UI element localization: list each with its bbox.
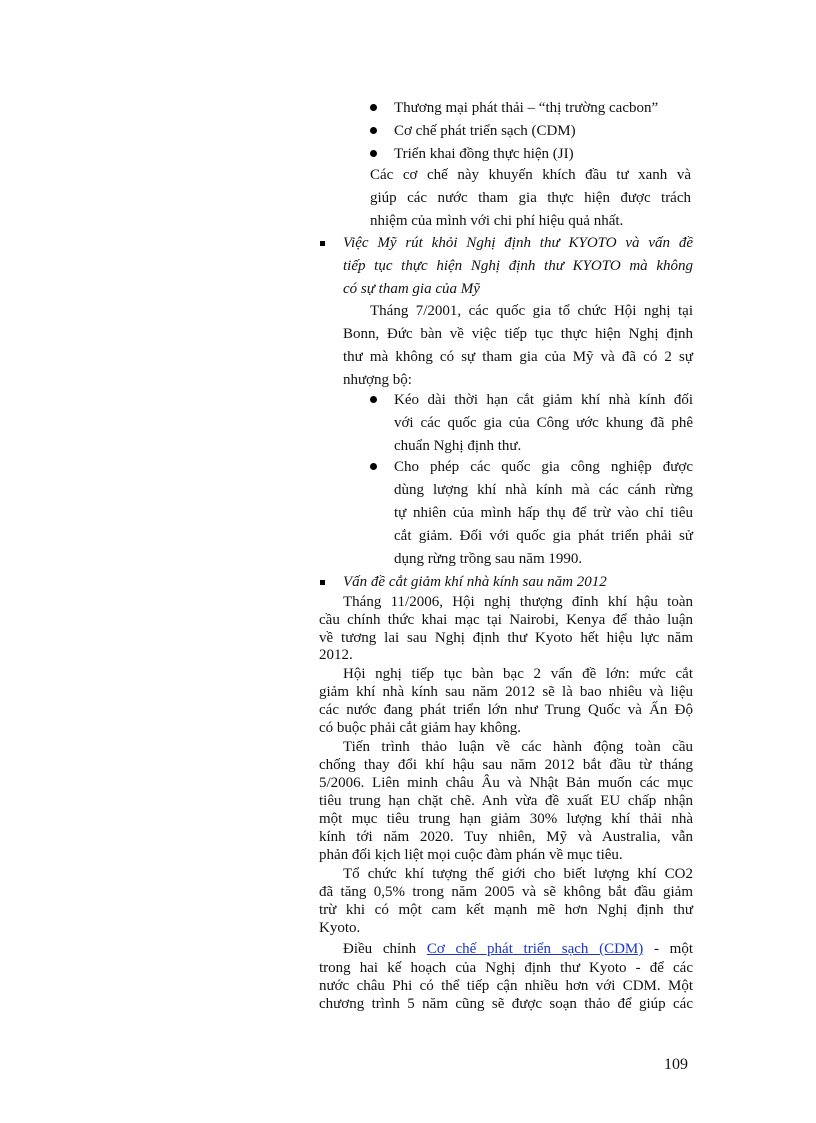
paragraph-line: cầu chính thức khai mạc tại Nairobi, Kenya để thảo luận [319, 612, 693, 628]
bullet-square-icon [320, 580, 325, 585]
section-heading: có sự tham gia của Mỹ [343, 281, 480, 297]
paragraph-line [343, 940, 693, 958]
paragraph-line: nhiệm của mình với chi phí hiệu quả nhất. [370, 213, 624, 229]
list-item: Triển khai đồng thực hiện (JI) [394, 146, 574, 162]
paragraph-line: trong hai kế hoạch của Nghị định thư Kyoto - để các [319, 960, 693, 976]
cdm-link[interactable]: Cơ chế phát triển sạch (CDM) [426, 941, 644, 957]
paragraph-line: Hội nghị tiếp tục bàn bạc 2 vấn đề lớn: mức cắt [343, 666, 693, 682]
bullet-dot-icon [370, 104, 377, 111]
list-item: với các quốc gia của Công ước khung đã phê [394, 415, 693, 431]
list-item: chuẩn Nghị định thư. [394, 438, 522, 454]
list-item: dụng rừng trồng sau năm 1990. [394, 551, 583, 567]
bullet-dot-icon [370, 150, 377, 157]
paragraph-line: giảm khí nhà kính sau năm 2012 sẽ là bao nhiêu và liệu [319, 684, 693, 700]
paragraph-line: Tháng 7/2001, các quốc gia tổ chức Hội nghị tại [370, 303, 693, 319]
section-heading: Vấn đề cắt giảm khí nhà kính sau năm 2012 [343, 574, 607, 590]
paragraph-line: có buộc phải cắt giảm hay không. [319, 720, 522, 736]
list-item: Cho phép các quốc gia công nghiệp được [394, 459, 693, 475]
paragraph-line: giúp các nước tham gia thực hiện được trách [370, 190, 691, 206]
list-item: dùng lượng khí nhà kính mà các cánh rừng [394, 482, 693, 498]
paragraph-line: đã tăng 0,5% trong năm 2005 và sẽ không bắt đầu giảm [319, 884, 693, 900]
paragraph-line: Các cơ chế này khuyến khích đầu tư xanh và [370, 167, 691, 183]
paragraph-line: tiêu trung hạn chặt chẽ. Anh vừa đề xuất EU chấp nhận [319, 793, 693, 809]
bullet-dot-icon [370, 127, 377, 134]
paragraph-line: nhượng bộ: [343, 372, 412, 388]
bullet-dot-icon [370, 463, 377, 470]
paragraph-line: kính tới năm 2020. Tuy nhiên, Mỹ và Australia, vẫn [319, 829, 693, 845]
paragraph-line: trừ khi có một cam kết mạnh mẽ hơn Nghị định thư [319, 902, 693, 918]
bullet-square-icon [320, 241, 325, 246]
bullet-dot-icon [370, 396, 377, 403]
paragraph-line: nước châu Phi có thể tiếp cận nhiều hơn với CDM. Một [319, 978, 693, 994]
page-number: 109 [664, 1056, 688, 1073]
paragraph-line: Tiến trình thảo luận về các hành động toàn cầu [343, 739, 693, 755]
paragraph-line: Tổ chức khí tượng thế giới cho biết lượng khí CO2 [343, 866, 693, 882]
paragraph-line: phản đối kịch liệt mọi cuộc đàm phán về mục tiêu. [319, 847, 623, 863]
paragraph-line: các nước đang phát triển lớn như Trung Quốc và Ấn Độ [319, 702, 693, 718]
list-item: cắt giảm. Đối với quốc gia phát triển phải sử [394, 528, 693, 544]
paragraph-line: 2012. [319, 647, 353, 663]
paragraph-line: Kyoto. [319, 920, 361, 936]
list-item: Cơ chế phát triển sạch (CDM) [394, 123, 576, 139]
section-heading: tiếp tục thực hiện Nghị định thư KYOTO mà không [343, 258, 693, 274]
paragraph-line: chương trình 5 năm cũng sẽ được soạn thảo để giúp các [319, 996, 693, 1012]
paragraph-line: chống thay đổi khí hậu sau năm 2012 bắt đầu từ tháng [319, 757, 693, 773]
list-item: tự nhiên của mình hấp thụ để trừ vào chỉ tiêu [394, 505, 693, 521]
paragraph-line: 5/2006. Liên minh châu Âu và Nhật Bản muốn các mục [319, 775, 693, 791]
list-item: Thương mại phát thải – “thị trường cacbon” [394, 100, 659, 116]
paragraph-line: một mục tiêu trung hạn giảm 30% lượng khí thải nhà [319, 811, 693, 827]
paragraph-line: về tương lai sau Nghị định thư Kyoto hết hiệu lực năm [319, 630, 693, 646]
list-item: Kéo dài thời hạn cắt giảm khí nhà kính đối [394, 392, 693, 408]
paragraph-line: Tháng 11/2006, Hội nghị thượng đỉnh khí hậu toàn [343, 594, 693, 610]
paragraph-line: thư mà không có sự tham gia của Mỹ và đã có 2 sự [343, 349, 693, 365]
paragraph-line: Bonn, Đức bàn về việc tiếp tục thực hiện Nghị định [343, 326, 693, 342]
paragraph-text: - một [653, 941, 693, 957]
section-heading: Việc Mỹ rút khỏi Nghị định thư KYOTO và vấn đề [343, 235, 693, 251]
paragraph-text: Điều chỉnh [343, 941, 427, 957]
